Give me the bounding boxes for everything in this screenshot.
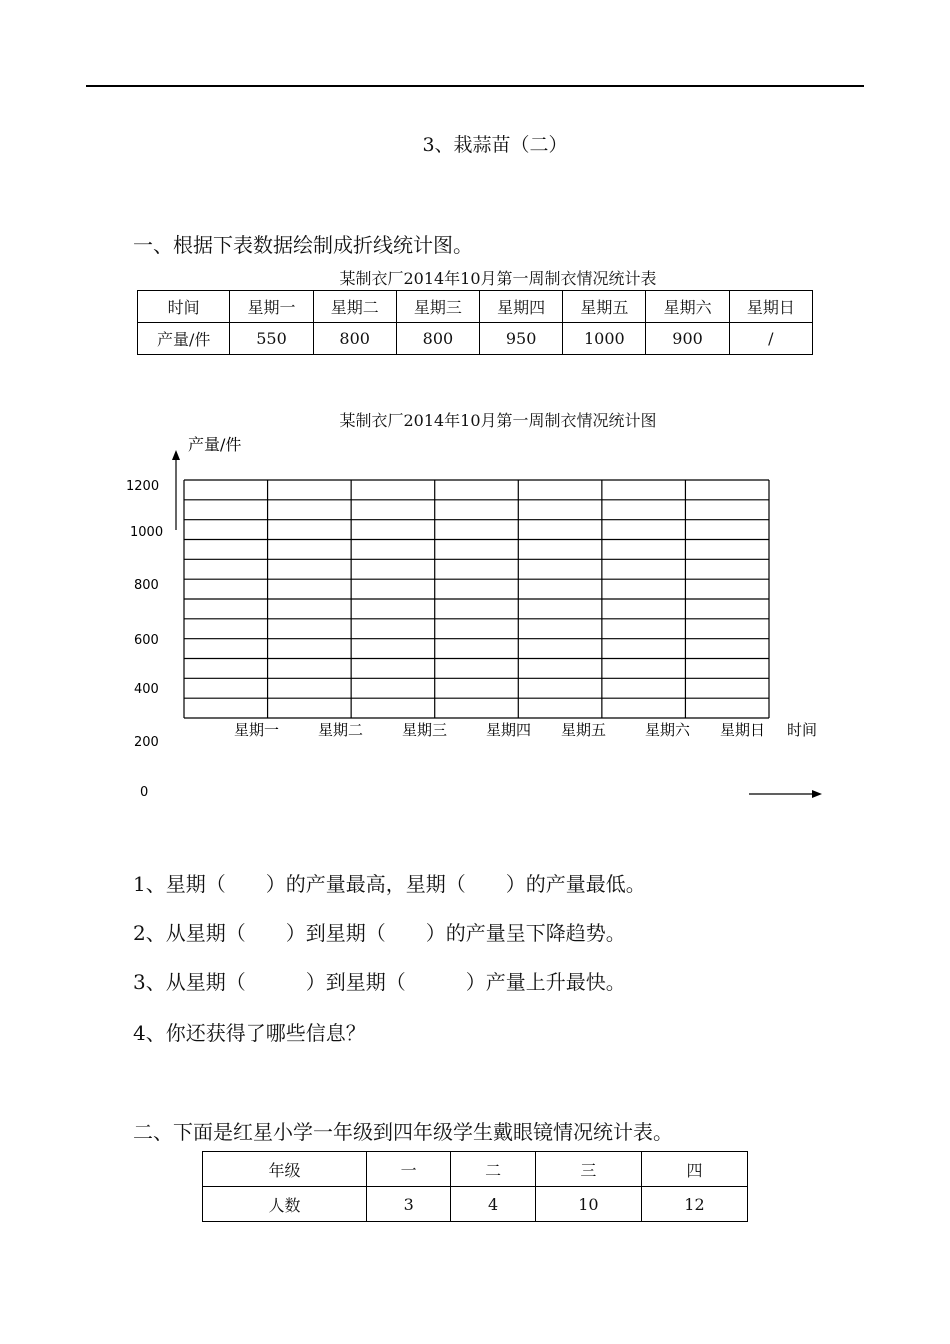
y-tick-label: 1000 xyxy=(130,525,164,540)
table-cell: 时间 xyxy=(138,291,230,323)
x-tick-label: 星期四 xyxy=(486,721,532,739)
section2-heading: 二、下面是红星小学一年级到四年级学生戴眼镜情况统计表。 xyxy=(133,1120,673,1144)
question-4: 4、你还获得了哪些信息？ xyxy=(133,1021,366,1045)
table-cell: 二 xyxy=(451,1152,535,1187)
table-row xyxy=(203,1187,748,1222)
glasses-table xyxy=(202,1151,748,1222)
y-tick-label: 800 xyxy=(134,578,159,593)
table-cell: 星期五 xyxy=(563,291,646,323)
table-cell: 800 xyxy=(396,323,479,355)
table-cell: 人数 xyxy=(203,1187,367,1222)
table-cell: 一 xyxy=(366,1152,450,1187)
top-rule xyxy=(86,85,864,87)
y-tick-label: 1200 xyxy=(126,479,160,494)
table-cell: 三 xyxy=(535,1152,641,1187)
y-tick-label: 200 xyxy=(134,735,159,750)
table-cell: 星期三 xyxy=(396,291,479,323)
table-cell: 1000 xyxy=(563,323,646,355)
question-1: 1、星期（ ）的产量最高，星期（ ）的产量最低。 xyxy=(133,872,646,896)
question-2: 2、从星期（ ）到星期（ ）的产量呈下降趋势。 xyxy=(133,921,626,945)
table-cell: 星期一 xyxy=(230,291,313,323)
table-cell: 950 xyxy=(480,323,563,355)
x-tick-label: 星期日 xyxy=(720,721,766,739)
x-axis-arrow-icon xyxy=(812,790,822,798)
table-cell: 800 xyxy=(313,323,396,355)
y-axis-arrow-icon xyxy=(172,450,180,460)
x-tick-label: 星期一 xyxy=(234,721,280,739)
page-title: 3、栽蒜苗（二） xyxy=(422,134,568,156)
y-tick-label: 600 xyxy=(134,633,159,648)
table-row xyxy=(138,323,813,355)
table-cell: 年级 xyxy=(203,1152,367,1187)
question-3: 3、从星期（ ）到星期（ ）产量上升最快。 xyxy=(133,970,626,994)
x-tick-label: 星期六 xyxy=(645,721,691,739)
table-header-row xyxy=(203,1152,748,1187)
chart-title: 某制衣厂2014年10月第一周制衣情况统计图 xyxy=(339,411,657,430)
table-cell: 产量/件 xyxy=(138,323,230,355)
table-cell: 12 xyxy=(641,1187,747,1222)
table-cell: 10 xyxy=(535,1187,641,1222)
x-tick-label: 星期五 xyxy=(561,721,607,739)
table-cell: 星期四 xyxy=(480,291,563,323)
table-cell: 3 xyxy=(366,1187,450,1222)
x-axis-label: 时间 xyxy=(787,721,818,739)
y-tick-label: 400 xyxy=(134,682,159,697)
table1-caption: 某制衣厂2014年10月第一周制衣情况统计表 xyxy=(339,269,657,288)
x-tick-label: 星期三 xyxy=(402,721,448,739)
table-cell: / xyxy=(729,323,812,355)
table-cell: 星期六 xyxy=(646,291,729,323)
section1-heading: 一、根据下表数据绘制成折线统计图。 xyxy=(133,233,473,257)
table-header-row xyxy=(138,291,813,323)
x-tick-label: 星期二 xyxy=(318,721,364,739)
table-cell: 550 xyxy=(230,323,313,355)
table-cell: 四 xyxy=(641,1152,747,1187)
table-cell: 星期二 xyxy=(313,291,396,323)
line-chart-grid xyxy=(120,430,840,810)
table-cell: 星期日 xyxy=(729,291,812,323)
table-cell: 4 xyxy=(451,1187,535,1222)
y-tick-label: 0 xyxy=(140,785,149,800)
y-axis-label: 产量/件 xyxy=(188,435,242,454)
production-table xyxy=(137,290,813,355)
table-cell: 900 xyxy=(646,323,729,355)
